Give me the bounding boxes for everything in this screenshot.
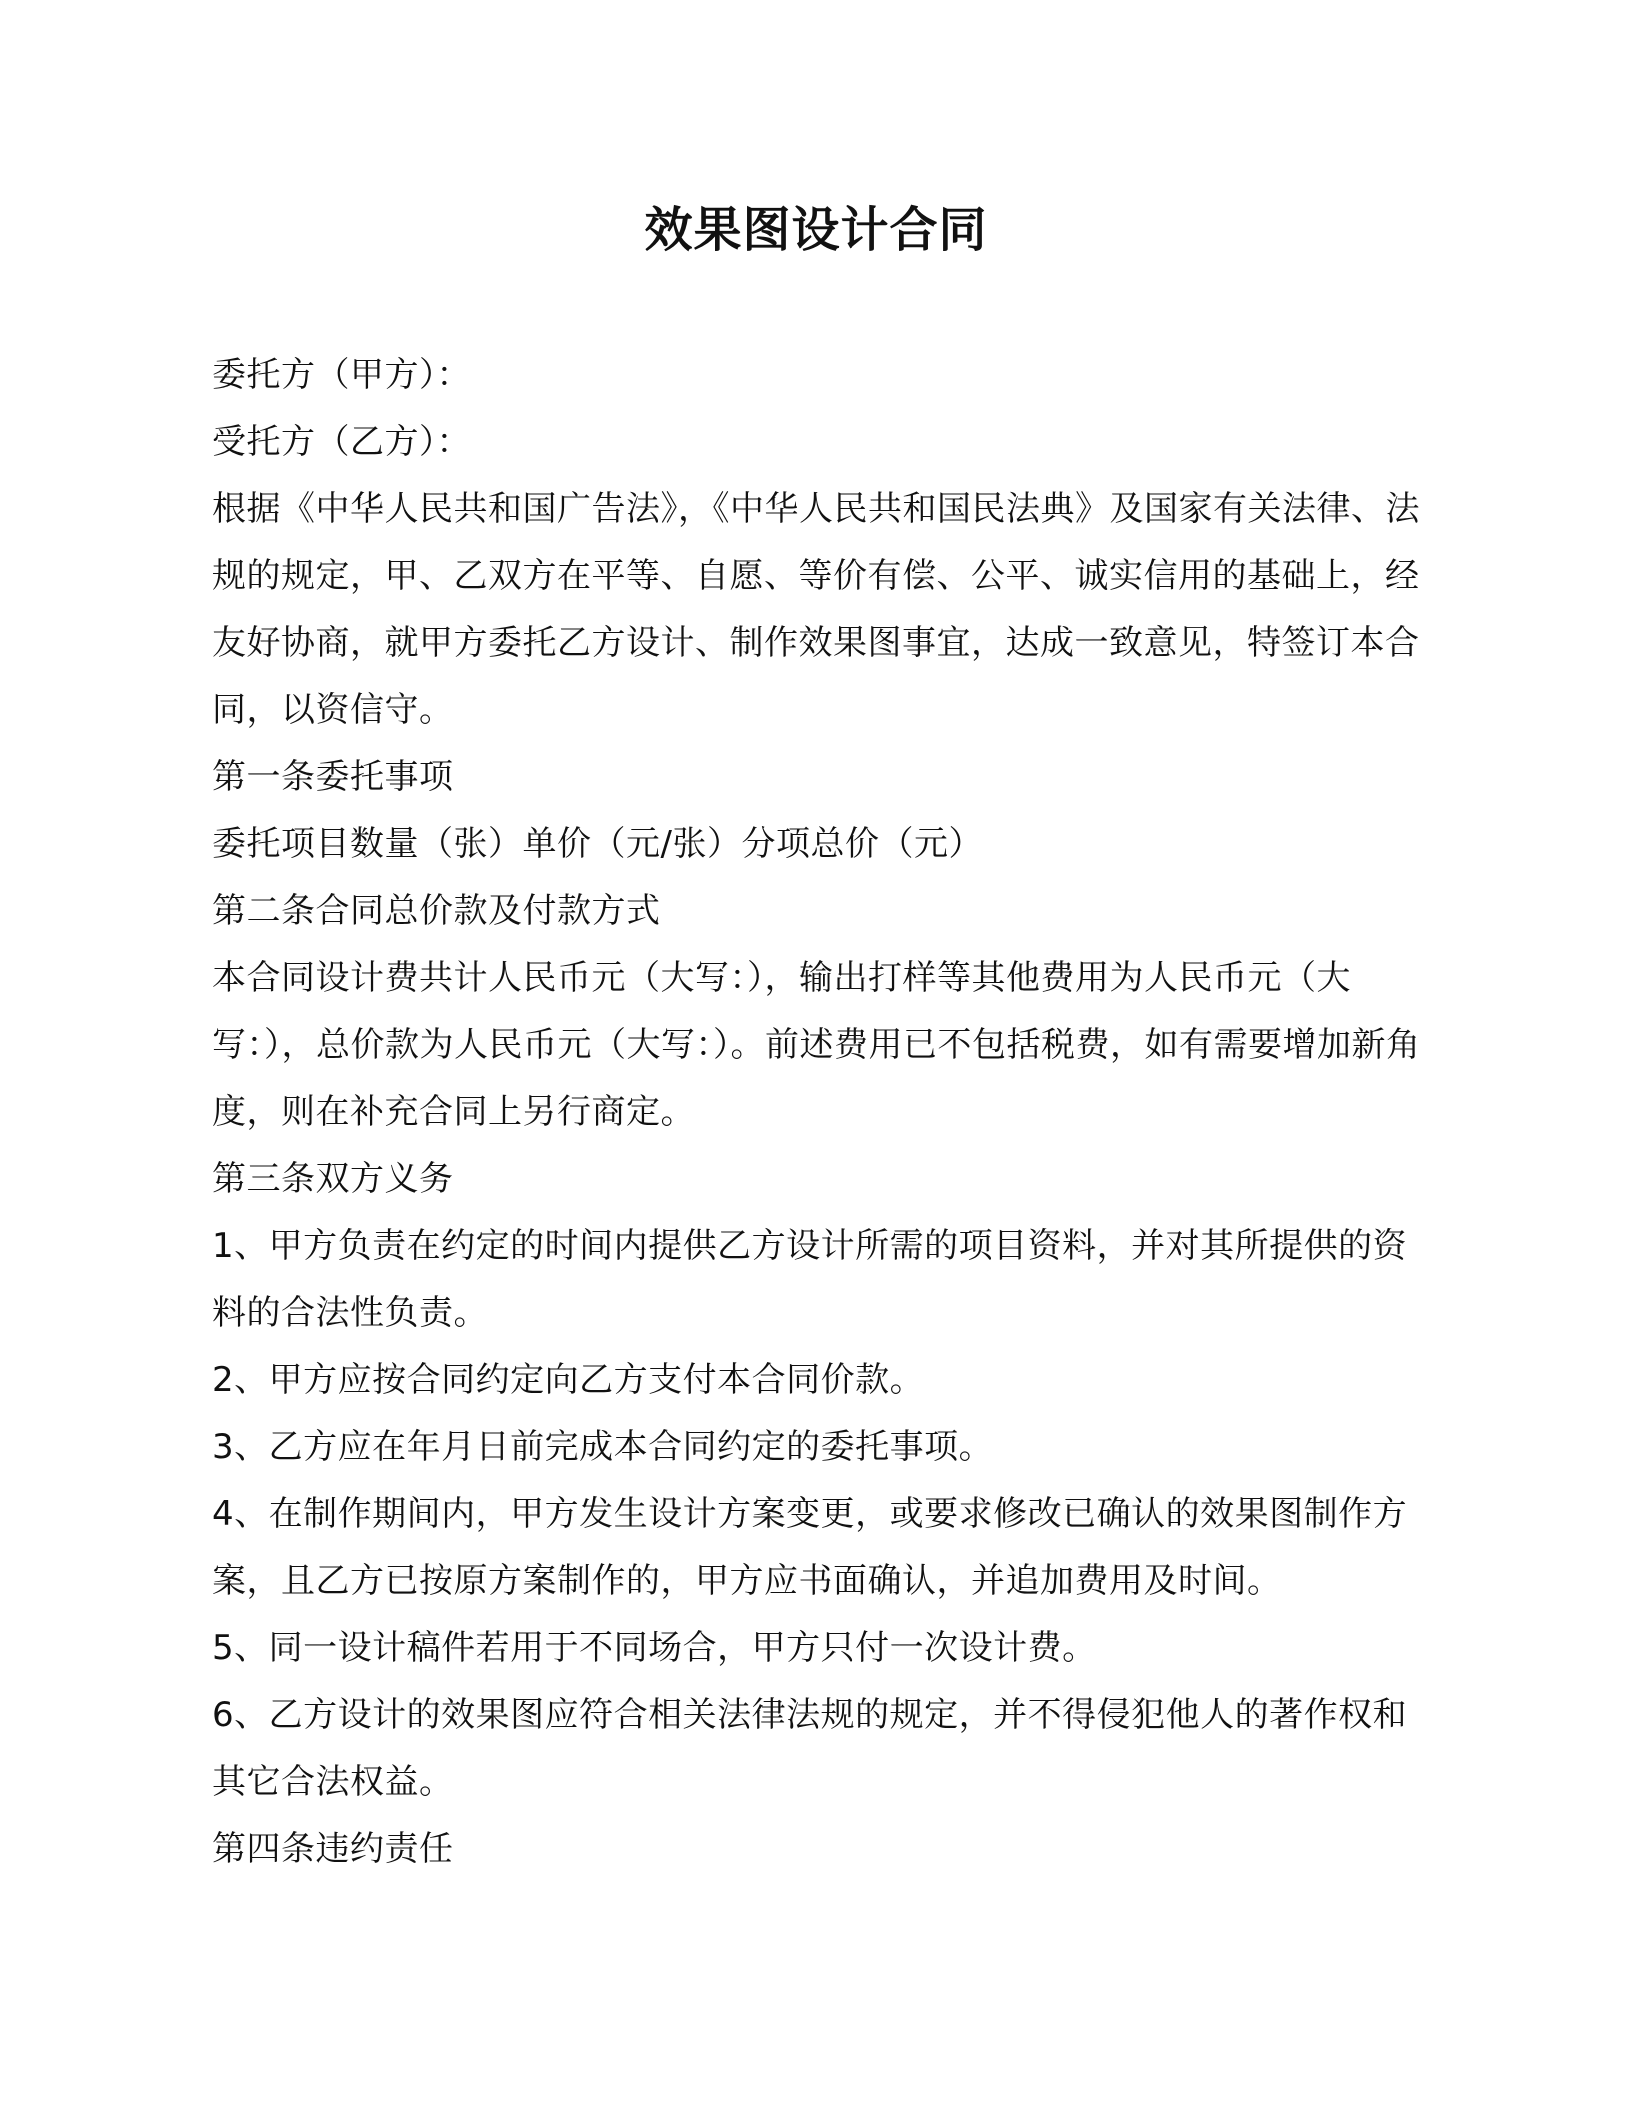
article-1-heading: 第一条委托事项	[212, 757, 454, 797]
article-3-clause-1: 1、甲方负责在约定的时间内提供乙方设计所需的项目资料，并对其所提供的资料的合法性负责。	[212, 1226, 1408, 1333]
party-a-line: 委托方（甲方）：	[212, 355, 471, 395]
article-2-paragraph: 本合同设计费共计人民币元（大写：），输出打样等其他费用为人民币元（大写：），总价款为人民币元（大写：）。前述费用已不包括税费，如有需要增加新角度，则在补充合同上另行商定。	[212, 958, 1421, 1132]
preamble-paragraph: 根据《中华人民共和国广告法》，《中华人民共和国民法典》及国家有关法律、法规的规定，甲、乙双方在平等、自愿、等价有偿、公平、诚实信用的基础上，经友好协商，就甲方委托乙方设计、制作效果图事宜，达成一致意见，特签订本合同，以资信守。	[212, 489, 1420, 730]
article-3-heading: 第三条双方义务	[212, 1159, 454, 1199]
article-3-clause-6: 6、乙方设计的效果图应符合相关法律法规的规定，并不得侵犯他人的著作权和其它合法权益。	[212, 1695, 1408, 1802]
party-b-line: 受托方（乙方）：	[212, 422, 471, 462]
document-body	[212, 342, 1424, 1883]
article-2-heading: 第二条合同总价款及付款方式	[212, 891, 661, 931]
article-3-clause-3: 3、乙方应在年月日前完成本合同约定的委托事项。	[212, 1427, 994, 1467]
article-3-clause-5: 5、同一设计稿件若用于不同场合，甲方只付一次设计费。	[212, 1628, 1097, 1668]
article-4-heading: 第四条违约责任	[212, 1829, 454, 1869]
article-3-clause-2: 2、甲方应按合同约定向乙方支付本合同价款。	[212, 1360, 925, 1400]
article-1-items-line: 委托项目数量（张）单价（元/张）分项总价（元）	[212, 824, 983, 864]
article-3-clause-4: 4、在制作期间内，甲方发生设计方案变更，或要求修改已确认的效果图制作方案，且乙方已按原方案制作的，甲方应书面确认，并追加费用及时间。	[212, 1494, 1408, 1601]
document-title: 效果图设计合同	[644, 202, 988, 258]
